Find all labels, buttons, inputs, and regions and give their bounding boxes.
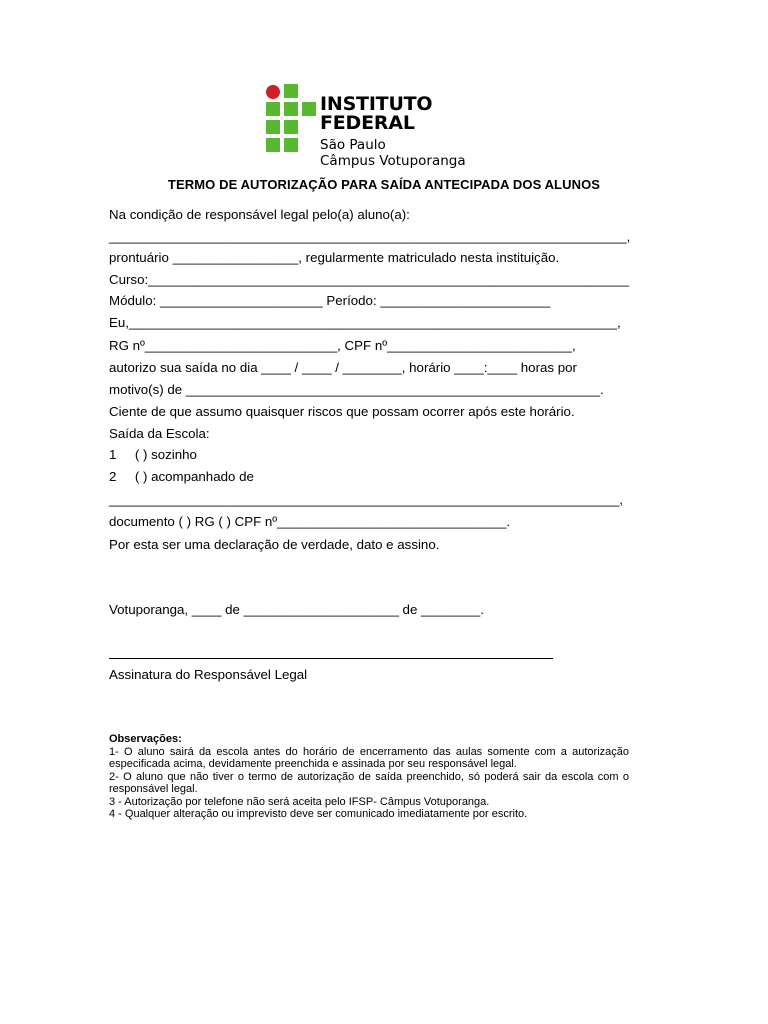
exit-date-time-field: autorizo sua saída no dia ____ / ____ / ________, horário ____:____ horas por: [109, 360, 577, 375]
if-logo-icon: [265, 84, 317, 154]
declaration-statement: Por esta ser uma declaração de verdade, dato e assino.: [109, 537, 440, 552]
rg-cpf-field: RG nº__________________________, CPF nº_________________________,: [109, 338, 576, 353]
observation-item: 2- O aluno que não tiver o termo de autorização de saída preenchido, só poderá sair da escola com o responsável legal.: [109, 770, 629, 795]
observation-item: 3 - Autorização por telefone não será aceita pelo IFSP- Câmpus Votuporanga.: [109, 795, 490, 808]
student-name-field: ______________________________________________________________________,: [109, 229, 631, 244]
observation-item: 1- O aluno sairá da escola antes do horário de encerramento das aulas somente com a autorização especificada acima, devidamente preenchida e assinada por seu responsável legal.: [109, 745, 629, 770]
logo-text: [320, 95, 525, 170]
companion-name-field: _____________________________________________________________________,: [109, 492, 623, 507]
responsible-line: Na condição de responsável legal pelo(a) aluno(a):: [109, 207, 410, 222]
observation-item: 4 - Qualquer alteração ou imprevisto deve ser comunicado imediatamente por escrito.: [109, 808, 528, 820]
guardian-name-field: Eu,__________________________________________________________________,: [109, 315, 621, 330]
companion-document-field: documento ( ) RG ( ) CPF nº_______________________________.: [109, 514, 511, 529]
logo-state: São Paulo: [320, 137, 386, 153]
logo-campus: Câmpus Votuporanga: [320, 152, 466, 169]
reason-field: motivo(s) de ________________________________________________________.: [109, 382, 604, 397]
course-field: Curso:_________________________________________________________________: [109, 272, 629, 287]
risk-statement: Ciente de que assumo quaisquer riscos que possam ocorrer após este horário.: [109, 404, 575, 419]
signature-line: [109, 658, 553, 659]
logo-title: INSTITUTO FEDERAL: [320, 93, 433, 134]
module-period-field: Módulo: ______________________ Período: _______________________: [109, 293, 551, 308]
institution-logo: [265, 84, 525, 169]
document-title: TERMO DE AUTORIZAÇÃO PARA SAÍDA ANTECIPADA DOS ALUNOS: [167, 177, 601, 192]
option-accompanied: 2 ( ) acompanhado de: [109, 469, 254, 484]
exit-heading: Saída da Escola:: [109, 426, 210, 441]
option-alone: 1 ( ) sozinho: [109, 447, 197, 462]
signature-label: Assinatura do Responsável Legal: [109, 667, 308, 682]
registration-line: prontuário _________________, regularmente matriculado nesta instituição.: [109, 250, 560, 265]
place-date-field: Votuporanga, ____ de _____________________ de ________.: [109, 602, 484, 617]
observations-title: Observações:: [109, 733, 182, 745]
observations-section: [109, 733, 629, 821]
